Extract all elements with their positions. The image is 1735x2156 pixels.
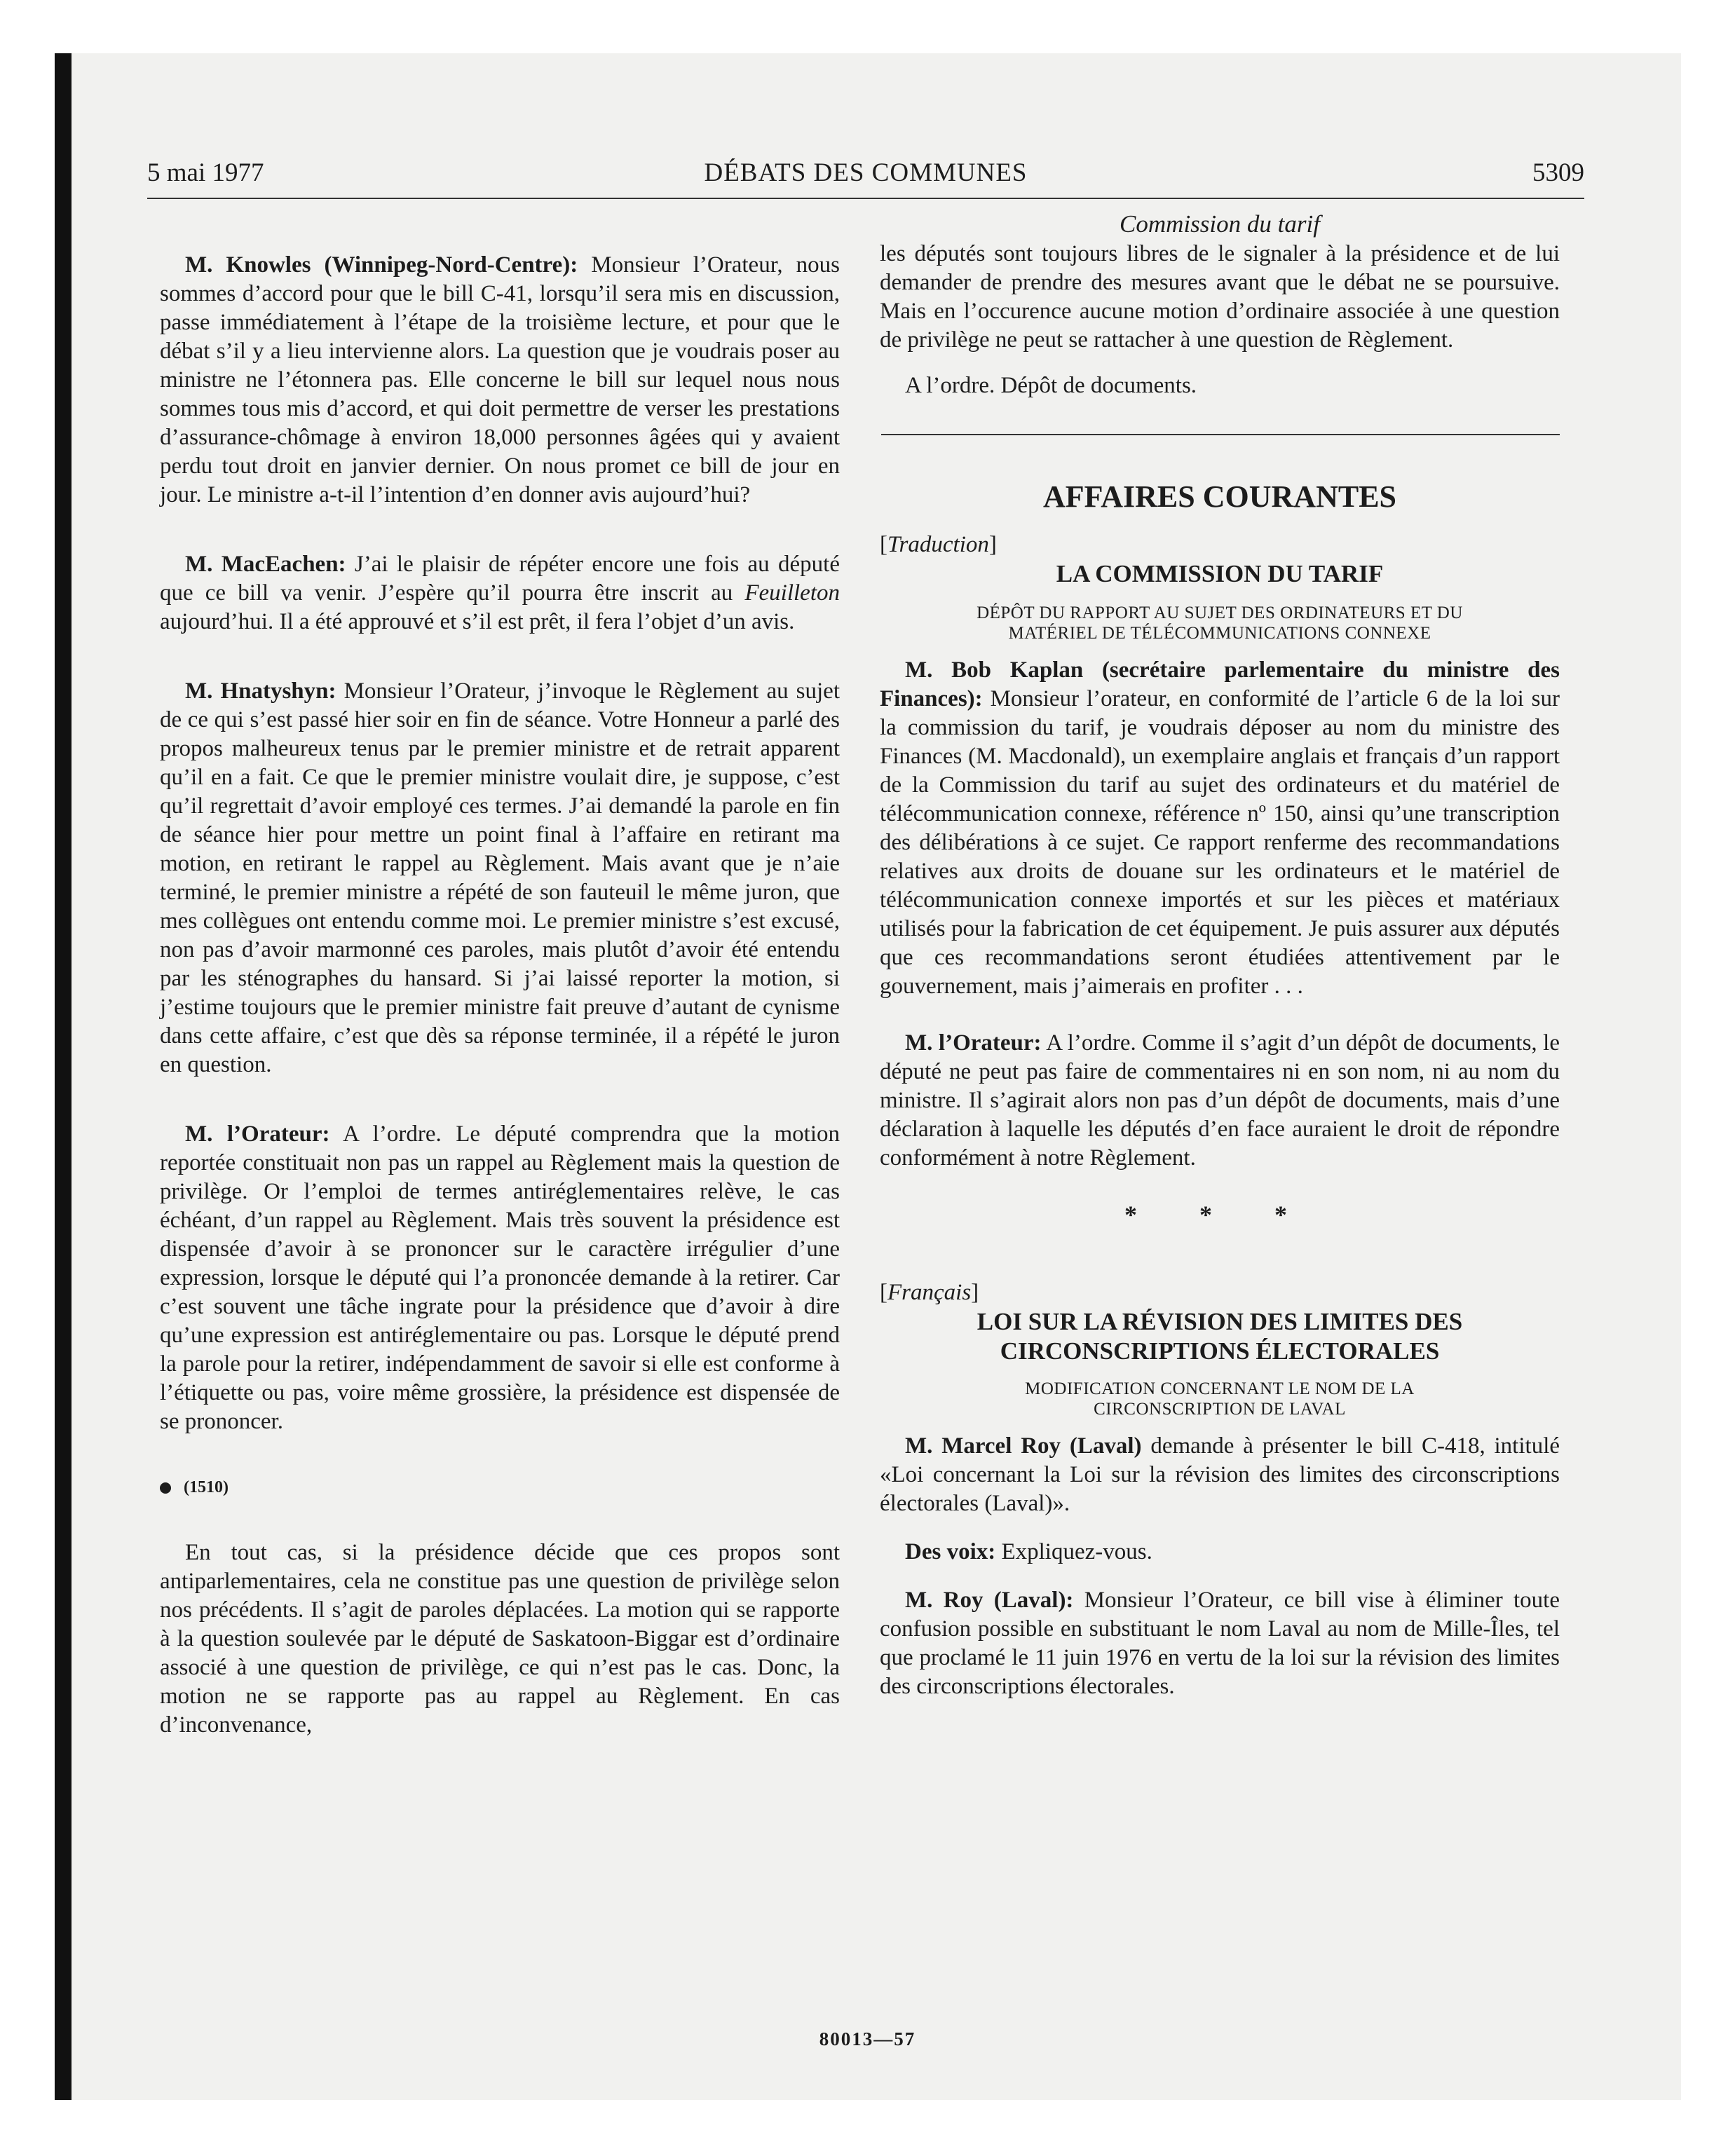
speaker-name: M. Marcel Roy (Laval)	[905, 1433, 1142, 1459]
speech-text: Expliquez-vous.	[995, 1539, 1152, 1564]
speech-text: aujourd’hui. Il a été approuvé et s’il est prêt, il fera l’objet d’un avis.	[160, 609, 795, 634]
header-page-number: 5309	[1532, 158, 1584, 187]
language-note: [Traduction]	[880, 532, 997, 557]
item-heading-line2: MATÉRIEL DE TÉLÉCOMMUNICATIONS CONNEXE	[1008, 624, 1431, 643]
speech-text: A l’ordre. Dépôt de documents.	[905, 373, 1197, 398]
bullet-icon	[160, 1482, 171, 1494]
paragraph-orateur	[160, 1120, 840, 1436]
paragraph-roy-motion	[880, 1432, 1560, 1518]
paragraph-roy	[880, 1586, 1560, 1701]
scan-binding-edge	[55, 53, 72, 2100]
speech-text: Monsieur l’orateur, en conformité de l’article 6 de la loi sur la commission du tarif, je voudrais déposer au nom du ministre des Finances (M. Macdonald), un exemplaire anglais et français d’un rapport de la Commission du tarif au sujet des ordinateurs et du matériel de télécommunication connexe, référence nº 150, ainsi qu’une transcription des délibérations à ce sujet. Ce rapport renferme des recommandations relatives aux droits de douane sur les ordinateurs et le matériel de télécommunication connexe importés et sur les pièces et matériaux utilisés pour la fabrication de cet équipement. Je puis assurer aux députés que ces recommandations seront étudiées attentivement par le gouvernement, mais j’aimerais en profiter . . .	[880, 686, 1560, 999]
header-title: DÉBATS DES COMMUNES	[704, 158, 1028, 187]
language-note-text: Traduction	[887, 532, 989, 557]
speaker-name: M. Roy (Laval):	[905, 1588, 1074, 1613]
language-note: [Français]	[880, 1280, 979, 1305]
speaker-name: M. l’Orateur:	[185, 1121, 330, 1147]
speech-text: Monsieur l’Orateur, j’invoque le Règlement au sujet de ce qui s’est passé hier soir en fin de séance. Votre Honneur a parlé des propos malheureux tenus par le premier ministre et de retrait apparent qu’il en a fait. Ce que le premier ministre voulait dire, je suppose, c’est qu’il regrettait d’avoir employé ces termes. J’ai demandé la parole en fin de séance hier pour mettre un point final à l’affaire en retirant ma motion, en retirant le rappel au Règlement. Mais avant que je n’aie terminé, le premier ministre a répété de son fauteuil le même juron, que mes collègues ont entendu comme moi. Le premier ministre s’est excusé, non pas d’avoir marmonné ces paroles, mais plutôt d’avoir été entendu par les sténographes du hansard. Si j’ai laissé reporter la motion, si j’estime toujours que le premier ministre fait preuve d’autant de cynisme dans cette affaire, c’est que dès sa réponse terminée, il a répété le juron en question.	[160, 678, 840, 1077]
header-date: 5 mai 1977	[147, 158, 264, 187]
speaker-name: Des voix:	[905, 1539, 996, 1564]
speaker-name: M. Bob Kaplan (secrétaire parlementaire du ministre des Finances):	[880, 657, 1560, 711]
left-column	[160, 210, 840, 1740]
speech-italic: Feuilleton	[744, 580, 840, 606]
speech-text: A l’ordre. Le député comprendra que la motion reportée constituait non pas un rappel au Règlement mais la question de privilège. Or l’emploi de termes antiréglementaires relève, le cas échéant, d’un rappel au Règlement. Mais très souvent la présidence est dispensée d’avoir à se prononcer sur le caractère irrégulier d’une expression, lorsque le député qui l’a prononcée demande à la retirer. Car c’est souvent une tâche ingrate pour la présidence que d’avoir à dire qu’une expression est antiréglementaire ou pas. Lorsque le député prend la parole pour la retirer, indépendamment de savoir si elle est conforme à l’étiquette ou pas, voire même grossière, la présidence est dispensée de se prononcer.	[160, 1121, 841, 1434]
time-marker-text: (1510)	[184, 1478, 229, 1496]
item-heading-line2: CIRCONSCRIPTION DE LAVAL	[1094, 1400, 1346, 1419]
item-heading-line1: MODIFICATION CONCERNANT LE NOM DE LA	[1025, 1379, 1415, 1398]
speech-text: En tout cas, si la présidence décide que ces propos sont antiparlementaires, cela ne constitue pas une question de privilège selon nos précédents. Il s’agit de paroles déplacées. La motion qui se rapporte à la question soulevée par le député de Saskatoon-Biggar est d’ordinaire associé à une question de privilège, ce qui n’est pas le cas. Donc, la motion ne se rapporte pas au rappel au Règlement. En cas d’inconvenance,	[160, 1540, 840, 1738]
speech-text: Monsieur l’Orateur, nous sommes d’accord pour que le bill C-41, lorsqu’il sera mis en discussion, passe immédiatement à l’étape de la troisième lecture, et pour que le débat s’il y a lieu intervienne alors. La question que je voudrais poser au ministre ne l’étonnera pas. Elle concerne le bill sur lequel nous nous sommes tous mis d’accord, et qui doit permettre de verser les prestations d’assurance-chômage à environ 18,000 personnes âgées qui y avaient perdu tout droit en janvier dernier. On nous promet ce bill de jour en jour. Le ministre a-t-il l’intention d’en donner avis aujourd’hui?	[160, 252, 840, 507]
paragraph-voices	[880, 1538, 1560, 1567]
speaker-name: M. l’Orateur:	[905, 1030, 1042, 1056]
section-separator-stars: * * *	[1124, 1201, 1315, 1229]
subsection-heading-line1: LOI SUR LA RÉVISION DES LIMITES DES	[977, 1308, 1463, 1335]
paragraph-hnatyshyn	[160, 677, 840, 1079]
paragraph-maceachen	[160, 550, 840, 636]
speech-text: les députés sont toujours libres de le signaler à la présidence et de lui demander de prendre des mesures avant que le débat ne se poursuive. Mais en l’occurence aucune motion d’ordinaire associée à une question de privilège ne peut se rattacher à une question de Règlement.	[880, 241, 1560, 353]
subsection-heading: LA COMMISSION DU TARIF	[1056, 560, 1384, 587]
paragraph-order	[880, 371, 1560, 400]
page-header	[147, 156, 1584, 199]
paragraph-continuation	[160, 1538, 840, 1740]
time-marker	[160, 1477, 840, 1498]
section-heading: AFFAIRES COURANTES	[1042, 479, 1397, 514]
paragraph-continued	[880, 240, 1560, 355]
footer-code: 80013—57	[819, 2028, 916, 2049]
running-title: Commission du tarif	[1120, 210, 1320, 238]
speech-text: demande à présenter le bill C-418, intitulé «Loi concernant la Loi sur la révision des limites des circonscriptions électorales (Laval)».	[880, 1433, 1560, 1516]
speaker-name: M. MacEachen:	[185, 552, 346, 577]
paragraph-kaplan	[880, 656, 1560, 1001]
speaker-name: M. Hnatyshyn:	[185, 678, 336, 704]
speech-text: J’ai le plaisir de répéter encore une fois au député que ce bill va venir. J’espère qu’il pourra être inscrit au	[160, 552, 840, 606]
paragraph-orateur-right	[880, 1029, 1560, 1173]
paragraph-knowles	[160, 251, 840, 510]
speech-text: Monsieur l’Orateur, ce bill vise à éliminer toute confusion possible en substituant le nom Laval au nom de Mille-Îles, tel que proclamé le 11 juin 1976 en vertu de la loi sur la révision des limites des circonscriptions électorales.	[880, 1588, 1560, 1699]
subsection-heading-line2: CIRCONSCRIPTIONS ÉLECTORALES	[1000, 1337, 1440, 1365]
speech-text: A l’ordre. Comme il s’agit d’un dépôt de documents, le député ne peut pas faire de commentaires ni en son nom, ni au nom du ministre. Il s’agirait alors non pas d’un dépôt de documents, mais d’une déclaration à laquelle les députés d’en face auraient le droit de répondre conformément à notre Règlement.	[880, 1030, 1560, 1171]
speaker-name: M. Knowles (Winnipeg-Nord-Centre):	[185, 252, 578, 278]
right-column	[880, 210, 1560, 1701]
item-heading-line1: DÉPÔT DU RAPPORT AU SUJET DES ORDINATEURS ET DU	[977, 603, 1463, 622]
language-note-text: Français	[887, 1280, 972, 1305]
